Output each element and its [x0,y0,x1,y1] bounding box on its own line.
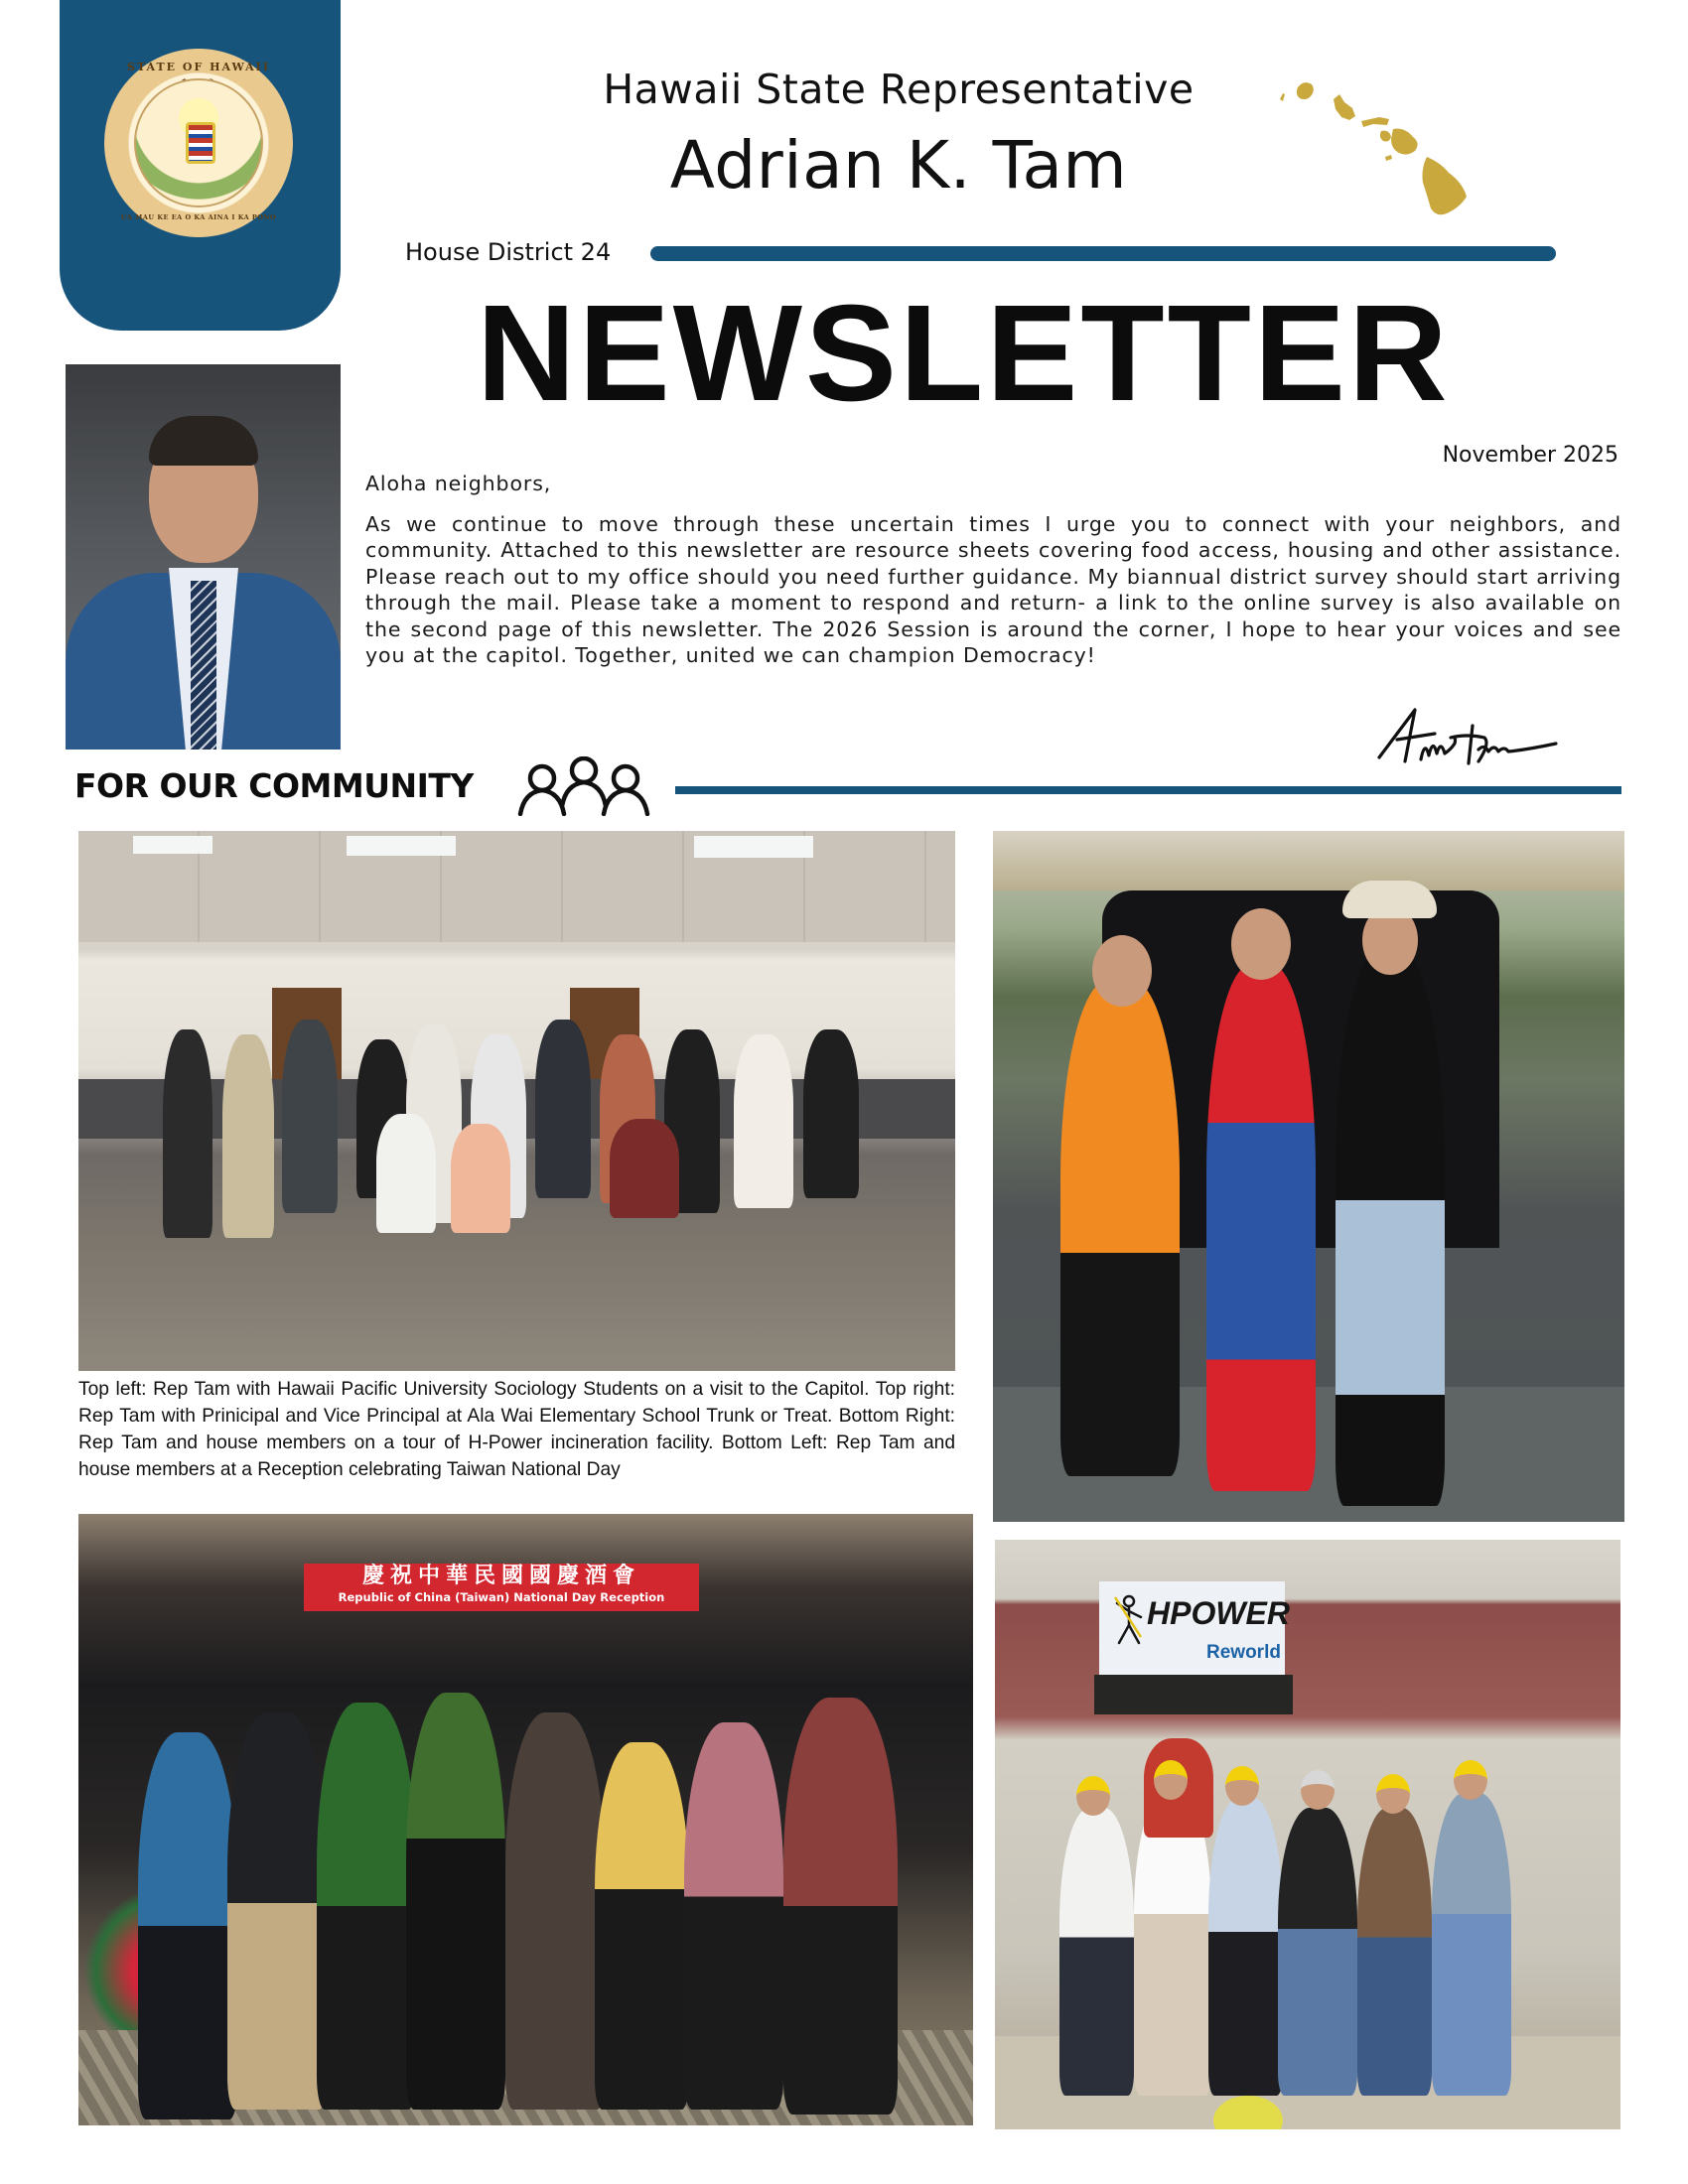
masthead-title: NEWSLETTER [477,277,1451,430]
seal-motto: UA MAU KE EA O KA AINA I KA PONO [120,213,277,221]
hawaiian-islands-map-icon [1276,69,1534,218]
sign-title: HPOWER [1147,1595,1290,1631]
ceiling-light [133,836,212,854]
letter-greeting: Aloha neighbors, [365,472,552,495]
photo-trunk-or-treat [993,831,1624,1522]
seal-tab [60,0,341,331]
ceiling-light [347,836,456,856]
letter [365,471,1621,669]
photo-hpower-tour [995,1540,1620,2129]
people-group-icon [514,756,653,816]
photo-caption: Top left: Rep Tam with Hawaii Pacific University Sociology Students on a visit to the Capitol. Top right: Rep Tam with Prinicipal and Vice Principal at Ala Wai Elementary School Trunk or Treat. Bottom Right: Rep Tam and house members on a tour of H-Power incineration facility. Bottom Left: Rep Tam and house members at a Reception celebrating Taiwan National Day [78,1379,955,1480]
seal-emblem [134,78,263,207]
representative-headshot [66,364,341,750]
letter-body: As we continue to move through these uncertain times I urge you to connect with your neighbors, and community. Attached to this newsletter are resource sheets covering food access, housing and other assistance. Please reach out to my office should you need further guidance. My biannual district survey should start arriving through the mail. Please take a moment to respond and return- a link to the online survey is also available on the second page of this newsletter. The 2026 Session is around the corner, I hope to hear your voices and see you at the capitol. Together, united we can champion Democracy! [365,511,1621,667]
banner-chinese-text: 慶祝中華民國國慶酒會 [361,1564,640,1588]
photo-capitol-students [78,831,955,1371]
hpower-sign [1099,1581,1290,1675]
seal-shield-icon [186,122,215,164]
cowboy-hat [1342,881,1437,918]
doorway [1094,1675,1293,1714]
banner-english-text: Republic of China (Taiwan) National Day Reception [338,1590,665,1604]
representative-name: Adrian K. Tam [669,127,1128,204]
section-heading: FOR OUR COMMUNITY [74,766,474,805]
representative-title: Hawaii State Representative [603,66,1195,113]
signature-icon [1375,700,1559,771]
state-of-hawaii-seal-icon [104,49,293,237]
house-district-label: House District 24 [405,238,612,266]
reception-banner [304,1564,699,1611]
photo-taiwan-national-day [78,1514,973,2125]
sign-brand: Reworld [1206,1642,1281,1663]
issue-date: November 2025 [1442,443,1618,468]
hpower-lightning-man-icon [1111,1593,1145,1647]
seal-ring-text: STATE OF HAWAII [127,61,270,73]
divider-bar [650,246,1556,261]
sky-mountains [993,831,1624,890]
ceiling-light [694,836,813,858]
section-divider-bar [675,786,1621,794]
tie-shape [191,581,216,750]
hair-shape [149,416,258,466]
